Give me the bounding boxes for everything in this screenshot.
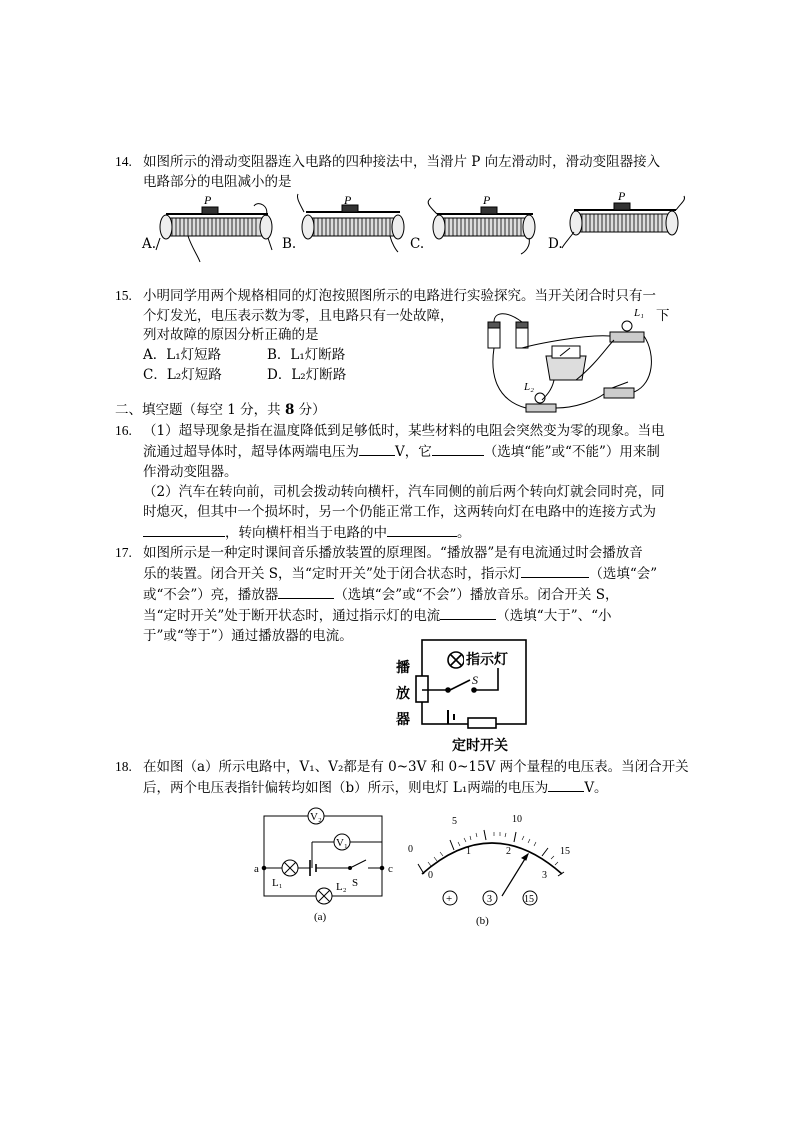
q15-line2: 个灯发光，电压表示数为零，且电路只有一处故障， [143,308,454,324]
q17-l4a: 当“定时开关”处于断开状态时，通过指示灯的电流 [143,608,441,624]
q17-l4b: （选填“大于”、“小 [496,608,612,624]
q17-circuit-figure [394,638,534,756]
q15-fig-l1: L₁ [634,307,644,319]
section2-note-a: （每空 1 分，共 [182,402,285,418]
q18-fig-c-label: c [388,863,393,875]
q16-blank-3[interactable] [143,522,225,537]
q18-dial-inner-2: 2 [506,846,511,857]
q14-rheostat-c [425,193,543,258]
q18-dial-outer-15: 15 [560,846,570,857]
q16-blank-2[interactable] [432,441,484,456]
q18-fig-l1: L₁ [272,877,283,889]
q17-fig-player-1: 播 [396,660,410,676]
q14-rheostat-d [568,189,688,254]
q14-number: 14. [115,154,132,169]
q16-l2a: 流通过超导体时，超导体两端电压为 [143,444,359,460]
q15-circuit-figure [486,304,666,420]
q18-dial-inner-3: 3 [542,870,547,881]
section2-title: 二、填空题 [115,402,183,418]
q16-line4: （2）汽车在转向前，司机会拨动转向横杆，汽车同侧的前后两个转向灯就会同时亮，同 [143,484,665,500]
q14-b-p-label: P [344,193,352,207]
q18-dial-inner-0: 0 [428,870,433,881]
q14-option-c: C. [410,236,425,252]
q18-voltmeter-dial [404,810,584,932]
q18-fig-v1: V₁ [336,837,348,849]
q15-option-b: B．L₁灯断路 [267,347,346,363]
q17-fig-timer: 定时开关 [452,738,508,754]
q14-option-d: D. [548,236,563,252]
q15-fig-l2: L₂ [524,381,534,393]
q14-a-p-label: P [204,193,212,207]
q18-dial-inner-1: 1 [466,846,471,857]
q15-line2-tail: 下 [656,308,670,324]
q15-number: 15. [115,288,132,303]
q18-l2a: 后，两个电压表指针偏转均如图（b）所示，则电灯 L₁两端的电压为 [143,780,549,796]
q18-blank-1[interactable] [548,777,584,792]
q14-option-b: B. [282,236,297,252]
q17-l3b: （选填“会”或“不会”）播放音乐。闭合开关 S， [334,587,619,603]
q18-dial-outer-5: 5 [452,816,457,827]
q18-l2b: V。 [584,780,608,796]
q17-line4 [143,605,612,626]
q17-blank-3[interactable] [440,605,496,620]
q17-fig-indicator: 指示灯 [466,652,508,668]
section2-heading [115,400,326,420]
q18-fig-s: S [352,877,359,889]
q16-blank-1[interactable] [359,441,395,456]
q15-option-d: D．L₂灯断路 [267,367,347,383]
q16-number: 16. [115,423,132,438]
q16-l6a: ，转向横杆相当于电路的中 [225,525,387,541]
q14-rheostat-a [158,193,276,258]
q14-rheostat-b [300,193,408,258]
q18-terminal-3: 3 [487,894,492,905]
q17-fig-player-2: 放 [396,686,410,702]
q17-line5: 于”或“等于”）通过播放器的电流。 [143,628,353,644]
q18-fig-v2: V₂ [310,811,322,823]
q16-line3: 作滑动变阻器。 [143,464,238,480]
q18-fig-b-caption: (b) [476,915,489,927]
q17-line1: 如图所示是一种定时课间音乐播放装置的原理图。“播放器”是有电流通过时会播放音 [143,545,643,561]
q16-blank-4[interactable] [387,522,457,537]
q17-blank-1[interactable] [521,563,589,578]
q16-line1: （1）超导现象是指在温度降低到足够低时，某些材料的电阻会突然变为零的现象。当电 [143,423,665,439]
q17-l2a: 乐的装置。闭合开关 S，当“定时开关”处于闭合状态时，指示灯 [143,566,522,582]
q18-fig-a-label: a [254,863,259,875]
q14-c-p-label: P [483,193,491,207]
q16-l2b: V，它 [395,444,432,460]
q18-dial-outer-10: 10 [512,814,522,825]
q14-line2: 电路部分的电阻减小的是 [143,174,292,190]
q18-number: 18. [115,759,132,774]
section2-note-c: 分） [294,402,326,418]
q17-l2b: （选填“会” [589,566,658,582]
q18-terminal-plus: + [446,893,453,905]
q17-number: 17. [115,545,132,560]
q17-fig-player-3: 器 [396,712,410,728]
q18-line1: 在如图（a）所示电路中，V₁、V₂都是有 0~3V 和 0~15V 两个量程的电压表。当闭合开关 [143,759,689,775]
q17-l3a: 或“不会”）亮，播放器 [143,587,279,603]
q17-line3 [143,584,618,605]
q18-circuit-a [250,806,400,930]
q15-option-c: C．L₂灯短路 [143,367,222,383]
q15-line3: 列对故障的原因分析正确的是 [143,327,319,343]
q16-l6b: 。 [457,525,471,541]
q18-fig-l2: L₂ [336,881,347,893]
q14-d-p-label: P [618,189,626,203]
section2-note-points: 8 [284,402,295,418]
q18-fig-a-caption: (a) [314,911,327,923]
q17-line2 [143,563,657,584]
q16-line5: 时熄灭，但其中一个损坏时，另一个仍能正常工作，这两转向灯在电路中的连接方式为 [143,504,656,520]
q18-dial-outer-0: 0 [408,844,413,855]
q18-terminal-15: 15 [524,894,534,905]
q18-line2 [143,777,608,798]
q16-l2c: （选填“能”或“不能”）用来制 [483,444,660,460]
q16-line2 [143,441,660,462]
q17-blank-2[interactable] [278,584,334,599]
q17-fig-s: S [472,673,478,687]
q15-option-a: A．L₁灯短路 [143,347,222,363]
q15-line1: 小明同学用两个规格相同的灯泡按照图所示的电路进行实验探究。当开关闭合时只有一 [143,288,656,304]
q14-option-a: A. [142,236,157,252]
q14-line1: 如图所示的滑动变阻器连入电路的四种接法中，当滑片 P 向左滑动时，滑动变阻器接入 [143,154,661,170]
q16-line6 [143,522,471,543]
